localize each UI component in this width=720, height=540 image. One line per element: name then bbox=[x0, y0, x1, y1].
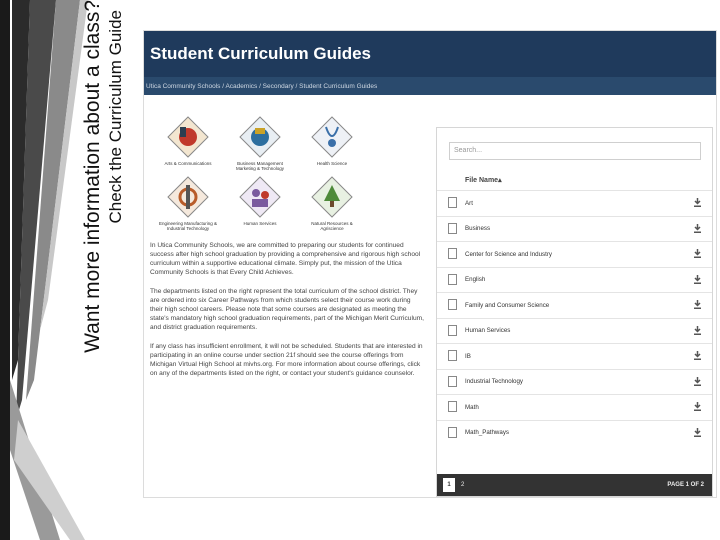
curriculum-guides-screenshot bbox=[143, 30, 717, 498]
health-science-icon bbox=[310, 115, 354, 159]
page-2-button[interactable]: 2 bbox=[461, 482, 465, 488]
intro-column bbox=[150, 115, 430, 378]
page-title: Student Curriculum Guides bbox=[150, 44, 372, 63]
file-rows bbox=[437, 190, 712, 445]
document-icon bbox=[448, 401, 457, 412]
file-row[interactable] bbox=[437, 241, 712, 267]
sort-asc-icon: ▴ bbox=[498, 177, 502, 184]
column-header-file-name[interactable]: File Name▴ bbox=[465, 177, 502, 184]
download-icon[interactable] bbox=[693, 223, 702, 234]
download-icon[interactable] bbox=[693, 197, 702, 208]
download-icon[interactable] bbox=[693, 299, 702, 310]
file-name[interactable]: Industrial Technology bbox=[465, 378, 524, 386]
decorative-stripes bbox=[0, 0, 90, 540]
file-row[interactable] bbox=[437, 318, 712, 344]
engineering-icon bbox=[166, 175, 210, 219]
document-icon bbox=[448, 223, 457, 234]
file-row[interactable] bbox=[437, 216, 712, 242]
intro-paragraph-2: The departments listed on the right represent the total curriculum of the school district. They are ordered into six Career Pathways from which students select their course work during their high school careers. Please note that some courses are designated as meeting the state's mandatory high school graduation requirements, part of the Michigan Merit Curriculum, and district graduation requirements. bbox=[150, 288, 424, 331]
file-name[interactable]: Human Services bbox=[465, 327, 511, 335]
file-name[interactable]: Math_Pathways bbox=[465, 429, 510, 437]
breadcrumb[interactable]: Utica Community Schools / Academics / Secondary / Student Curriculum Guides bbox=[144, 77, 716, 95]
slide-title bbox=[78, 0, 130, 478]
search-input[interactable]: Search... bbox=[449, 142, 701, 160]
download-icon[interactable] bbox=[693, 325, 702, 336]
download-icon[interactable] bbox=[693, 248, 702, 259]
file-name[interactable]: IB bbox=[465, 352, 471, 360]
document-icon bbox=[448, 376, 457, 387]
slide-title-line1: Want more information about a class? bbox=[81, 0, 104, 353]
pathway-engineering[interactable]: Engineering Manufacturing & Industrial Technology bbox=[156, 175, 220, 231]
file-name[interactable]: English bbox=[465, 276, 486, 284]
page-1-button[interactable]: 1 bbox=[443, 478, 455, 492]
business-icon bbox=[238, 115, 282, 159]
file-row[interactable] bbox=[437, 343, 712, 369]
file-row[interactable] bbox=[437, 369, 712, 395]
file-row[interactable] bbox=[437, 420, 712, 446]
intro-paragraph-3: If any class has insufficient enrollment, it will not be scheduled. Students that are interested in participating in an online course under section 21f should see the course offerings from Michigan Virtual High School at mivhs.org. For more information about course offerings, click on any of the departments listed on the right, or contact your student's guidance counselor. bbox=[150, 343, 423, 377]
download-icon[interactable] bbox=[693, 274, 702, 285]
file-row[interactable] bbox=[437, 292, 712, 318]
file-row[interactable] bbox=[437, 267, 712, 293]
pathway-business[interactable]: Business Management Marketing & Technology bbox=[228, 115, 292, 171]
pagination-bar bbox=[437, 474, 712, 496]
file-name[interactable]: Art bbox=[465, 199, 473, 207]
page-header bbox=[144, 31, 716, 77]
document-icon bbox=[448, 325, 457, 336]
human-services-icon bbox=[238, 175, 282, 219]
file-name[interactable]: Business bbox=[465, 225, 491, 233]
file-row[interactable] bbox=[437, 394, 712, 420]
page-status: PAGE 1 OF 2 bbox=[667, 482, 704, 488]
file-name[interactable]: Math bbox=[465, 403, 479, 411]
download-icon[interactable] bbox=[693, 427, 702, 438]
pathway-icons bbox=[150, 115, 430, 231]
natural-resources-icon bbox=[310, 175, 354, 219]
file-list-panel bbox=[436, 127, 713, 497]
file-row[interactable] bbox=[437, 190, 712, 216]
document-icon bbox=[448, 197, 457, 208]
document-icon bbox=[448, 350, 457, 361]
pathway-health[interactable]: Health Science bbox=[300, 115, 364, 171]
intro-paragraph-1: In Utica Community Schools, we are committed to preparing our students for continued success after high school graduation by providing a comprehensive and rigorous high school curriculum within a supportive educational climate. Simply put, the mission of the Utica Community Schools is that Every Child Achieves. bbox=[150, 242, 421, 276]
arts-communications-icon bbox=[166, 115, 210, 159]
pathway-arts[interactable]: Arts & Communications bbox=[156, 115, 220, 171]
document-icon bbox=[448, 299, 457, 310]
download-icon[interactable] bbox=[693, 350, 702, 361]
file-name[interactable]: Center for Science and Industry bbox=[465, 250, 553, 258]
file-name[interactable]: Family and Consumer Science bbox=[465, 301, 550, 309]
download-icon[interactable] bbox=[693, 401, 702, 412]
document-icon bbox=[448, 248, 457, 259]
download-icon[interactable] bbox=[693, 376, 702, 387]
document-icon bbox=[448, 274, 457, 285]
pathway-human-services[interactable]: Human Services bbox=[228, 175, 292, 231]
slide-title-line2: Check the Curriculum Guide bbox=[106, 10, 125, 224]
document-icon bbox=[448, 427, 457, 438]
pathway-natural-resources[interactable]: Natural Resources & Agriscience bbox=[300, 175, 364, 231]
